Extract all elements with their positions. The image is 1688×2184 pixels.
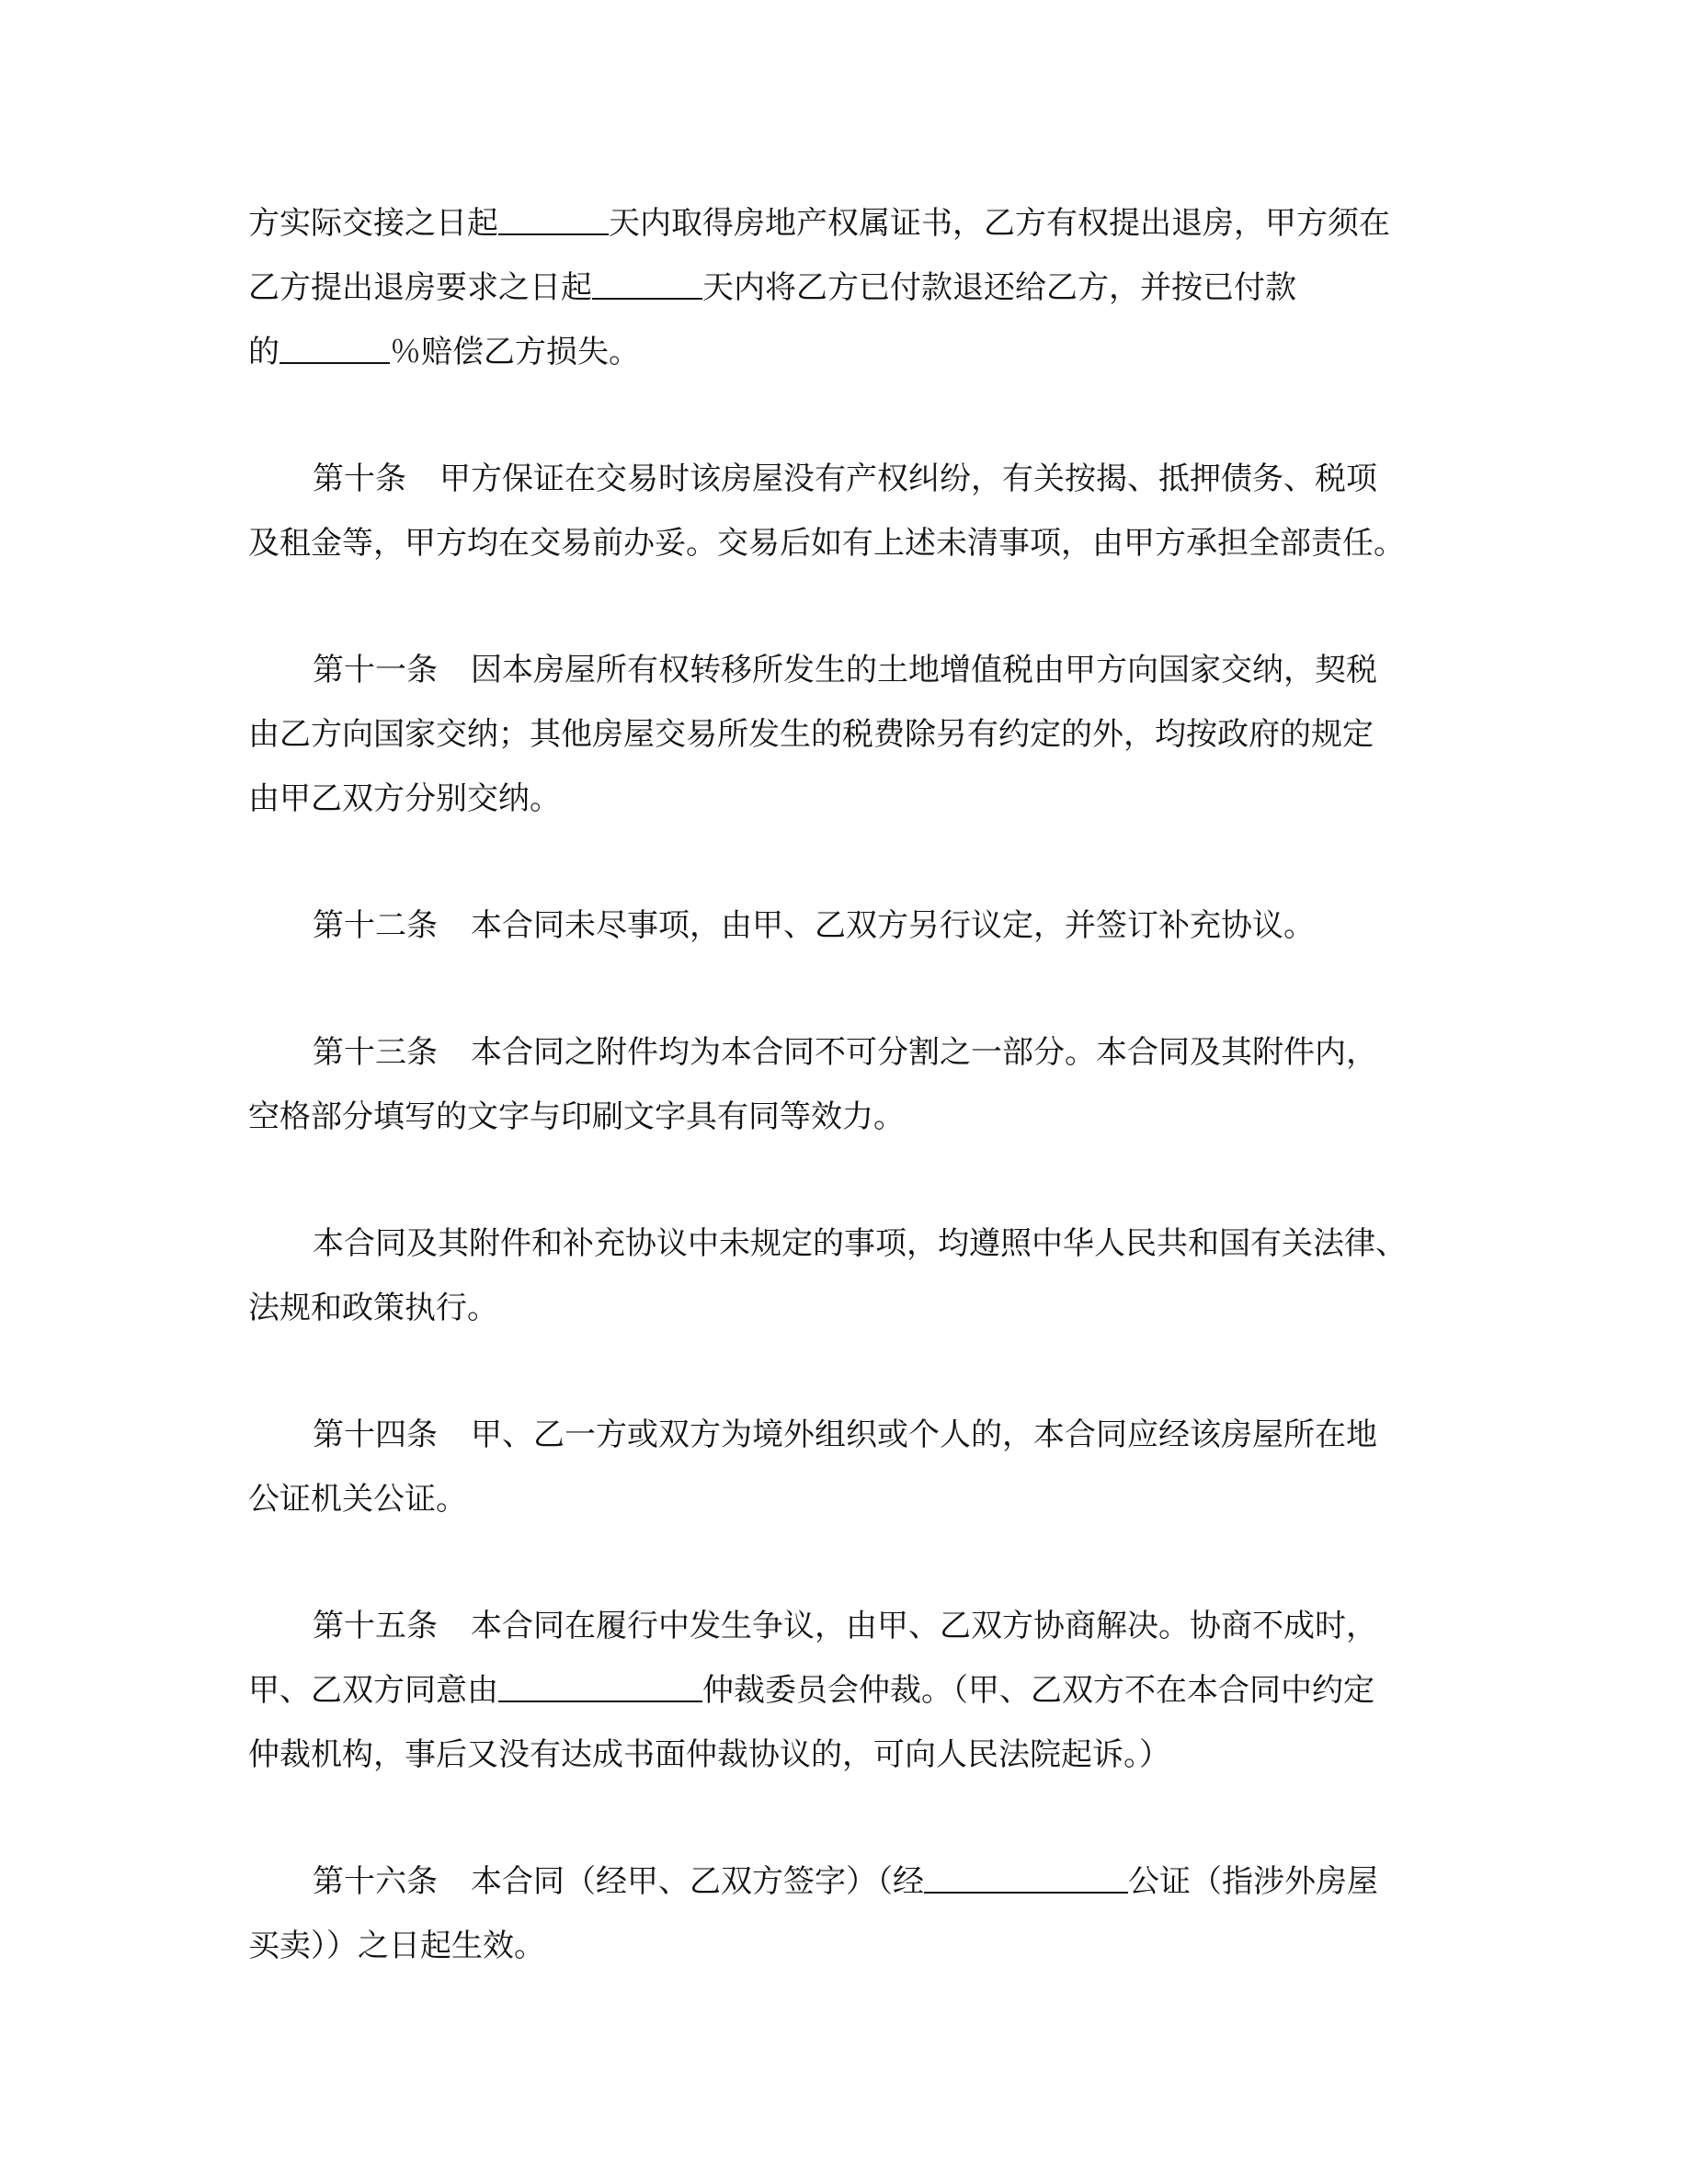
text-segment: 的 bbox=[248, 334, 279, 370]
fill-in-blank-percentage[interactable] bbox=[279, 335, 390, 364]
text-line: 及租金等，甲方均在交易前办妥。交易后如有上述未清事项，由甲方承担全部责任。 bbox=[248, 525, 1405, 562]
article-11 bbox=[248, 638, 1434, 831]
article-label: 第十五条 bbox=[313, 1608, 438, 1644]
text-line: 由乙方向国家交纳；其他房屋交易所发生的税费除另有约定的外，均按政府的规定 bbox=[248, 716, 1374, 753]
fill-in-blank-days-certificate[interactable] bbox=[498, 206, 609, 235]
text-line bbox=[248, 1594, 1434, 1658]
text-line bbox=[248, 191, 1434, 256]
article-14 bbox=[248, 1403, 1434, 1531]
text-line bbox=[248, 447, 1434, 511]
text-line: 法规和政策执行。 bbox=[248, 1290, 498, 1326]
article-10 bbox=[248, 447, 1434, 575]
text-segment: 本合同未尽事项，由甲、乙双方另行议定，并签订补充协议。 bbox=[471, 907, 1315, 944]
text-segment: 方实际交接之日起 bbox=[248, 205, 498, 242]
text-line bbox=[248, 1849, 1434, 1914]
text-segment: 天内取得房地产权属证书，乙方有权提出退房，甲方须在 bbox=[609, 205, 1390, 242]
text-line bbox=[248, 1403, 1434, 1467]
article-15 bbox=[248, 1594, 1434, 1787]
article-label: 第十三条 bbox=[313, 1034, 438, 1071]
text-segment: 本合同在履行中发生争议，由甲、乙双方协商解决。协商不成时， bbox=[471, 1608, 1377, 1644]
text-line bbox=[248, 256, 1434, 320]
text-segment: 因本房屋所有权转移所发生的土地增值税由甲方向国家交纳，契税 bbox=[471, 652, 1377, 688]
fill-in-blank-notary[interactable] bbox=[924, 1864, 1128, 1894]
text-line: 买卖））之日起生效。 bbox=[248, 1928, 545, 1964]
fill-in-blank-arbitration-committee[interactable] bbox=[498, 1673, 702, 1702]
text-segment: 天内将乙方已付款退还给乙方，并按已付款 bbox=[702, 269, 1296, 306]
text-line: 仲裁机构，事后又没有达成书面仲裁协议的，可向人民法院起诉。） bbox=[248, 1736, 1170, 1773]
text-line: 由甲乙双方分别交纳。 bbox=[248, 780, 561, 817]
text-segment: ％赔偿乙方损失。 bbox=[390, 334, 640, 370]
text-line bbox=[248, 1020, 1434, 1085]
text-segment: 甲方保证在交易时该房屋没有产权纠纷，有关按揭、抵押债务、税项 bbox=[439, 461, 1377, 497]
text-segment: 公证（指涉外房屋 bbox=[1128, 1863, 1378, 1900]
article-12 bbox=[248, 893, 1434, 958]
article-label: 第十条 bbox=[313, 461, 406, 497]
text-line bbox=[248, 320, 1434, 384]
article-label: 第十六条 bbox=[313, 1863, 438, 1900]
text-segment: 本合同之附件均为本合同不可分割之一部分。本合同及其附件内， bbox=[471, 1034, 1377, 1071]
text-line: 本合同及其附件和补充协议中未规定的事项，均遵照中华人民共和国有关法律、 bbox=[313, 1225, 1407, 1262]
text-segment: 本合同（经甲、乙双方签字）（经 bbox=[471, 1863, 924, 1900]
article-13 bbox=[248, 1020, 1434, 1149]
text-line: 空格部分填写的文字与印刷文字具有同等效力。 bbox=[248, 1098, 905, 1135]
text-segment: 甲、乙双方同意由 bbox=[248, 1672, 498, 1709]
article-16 bbox=[248, 1849, 1434, 1978]
article-label: 第十二条 bbox=[313, 907, 438, 944]
article-label: 第十四条 bbox=[313, 1416, 438, 1453]
text-line bbox=[248, 893, 1434, 958]
text-segment: 甲、乙一方或双方为境外组织或个人的，本合同应经该房屋所在地 bbox=[471, 1416, 1377, 1453]
fill-in-blank-days-refund[interactable] bbox=[592, 270, 702, 300]
continuation-paragraph bbox=[248, 191, 1434, 384]
text-line: 公证机关公证。 bbox=[248, 1481, 467, 1518]
text-segment: 仲裁委员会仲裁。（甲、乙双方不在本合同中约定 bbox=[702, 1672, 1374, 1709]
contract-body bbox=[248, 191, 1434, 1978]
text-segment: 乙方提出退房要求之日起 bbox=[248, 269, 592, 306]
supplementary-paragraph bbox=[248, 1211, 1434, 1340]
text-line bbox=[248, 1658, 1434, 1723]
article-label: 第十一条 bbox=[313, 652, 438, 688]
text-line bbox=[248, 638, 1434, 702]
